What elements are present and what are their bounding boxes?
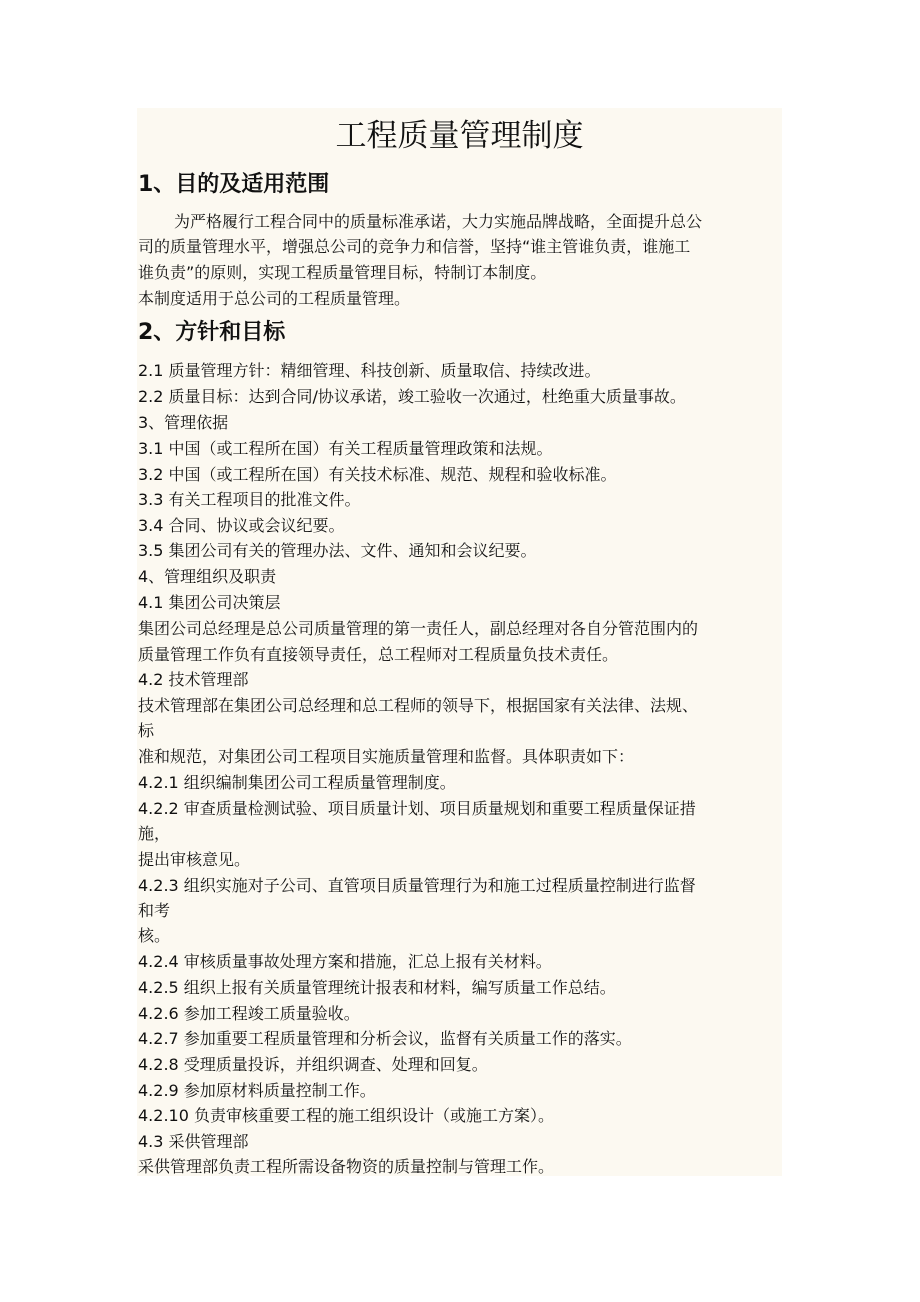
paragraph-line: 3.3 有关工程项目的批准文件。	[138, 490, 361, 509]
paragraph-line: 4.1 集团公司决策层	[138, 593, 281, 612]
paragraph-line: 4.2.5 组织上报有关质量管理统计报表和材料，编写质量工作总结。	[138, 978, 616, 997]
paragraph-line: 4.3 采供管理部	[138, 1132, 249, 1151]
paragraph-line: 4.2.1 组织编制集团公司工程质量管理制度。	[138, 773, 456, 792]
paragraph-line: 本制度适用于总公司的工程质量管理。	[138, 289, 411, 308]
paragraph-line: 为严格履行工程合同中的质量标准承诺，大力实施品牌战略，全面提升总公	[174, 212, 703, 231]
paragraph-line: 4.2.4 审核质量事故处理方案和措施，汇总上报有关材料。	[138, 952, 552, 971]
paragraph-line: 4.2.2 审查质量检测试验、项目质量计划、项目质量规划和重要工程质量保证措	[138, 799, 696, 818]
section-heading-2: 2、方针和目标	[138, 320, 286, 345]
paragraph-line: 2.2 质量目标：达到合同/协议承诺，竣工验收一次通过，杜绝重大质量事故。	[138, 387, 686, 406]
page-title: 工程质量管理制度	[335, 118, 584, 154]
paragraph-line: 标	[138, 721, 155, 740]
paragraph-line: 3.5 集团公司有关的管理办法、文件、通知和会议纪要。	[138, 541, 537, 560]
paragraph-line: 3、管理依据	[138, 413, 229, 432]
paragraph-line: 2.1 质量管理方针：精细管理、科技创新、质量取信、持续改进。	[138, 361, 601, 380]
paragraph-line: 3.1 中国（或工程所在国）有关工程质量管理政策和法规。	[138, 439, 553, 458]
paragraph-line: 和考	[138, 901, 171, 920]
paragraph-line: 施，	[138, 824, 171, 843]
paragraph-line: 质量管理工作负有直接领导责任，总工程师对工程质量负技术责任。	[138, 645, 619, 664]
paragraph-line: 3.2 中国（或工程所在国）有关技术标准、规范、规程和验收标准。	[138, 465, 617, 484]
paragraph-line: 4.2 技术管理部	[138, 670, 249, 689]
paragraph-line: 4.2.6 参加工程竣工质量验收。	[138, 1004, 360, 1023]
paragraph-line: 技术管理部在集团公司总经理和总工程师的领导下，根据国家有关法律、法规、	[138, 696, 699, 715]
paragraph-line: 4.2.9 参加原材料质量控制工作。	[138, 1081, 376, 1100]
paragraph-line: 集团公司总经理是总公司质量管理的第一责任人，副总经理对各自分管范围内的	[138, 619, 699, 638]
paragraph-line: 4、管理组织及职责	[138, 567, 277, 586]
paragraph-line: 4.2.8 受理质量投诉，并组织调查、处理和回复。	[138, 1055, 488, 1074]
paragraph-line: 司的质量管理水平，增强总公司的竞争力和信誉，坚持“谁主管谁负责，谁施工	[138, 237, 691, 256]
paragraph-line: 4.2.7 参加重要工程质量管理和分析会议，监督有关质量工作的落实。	[138, 1029, 632, 1048]
paragraph-line: 核。	[138, 926, 171, 945]
paragraph-line: 谁负责”的原则，实现工程质量管理目标，特制订本制度。	[138, 263, 547, 282]
section-heading-1: 1、目的及适用范围	[138, 172, 330, 197]
paragraph-line: 4.2.10 负责审核重要工程的施工组织设计（或施工方案）。	[138, 1106, 554, 1125]
paragraph-line: 准和规范，对集团公司工程项目实施质量管理和监督。具体职责如下：	[138, 747, 635, 766]
paragraph-line: 采供管理部负责工程所需设备物资的质量控制与管理工作。	[138, 1157, 555, 1176]
paragraph-line: 4.2.3 组织实施对子公司、直管项目质量管理行为和施工过程质量控制进行监督	[138, 876, 696, 895]
paragraph-line: 提出审核意见。	[138, 850, 251, 869]
paragraph-line: 3.4 合同、协议或会议纪要。	[138, 516, 345, 535]
